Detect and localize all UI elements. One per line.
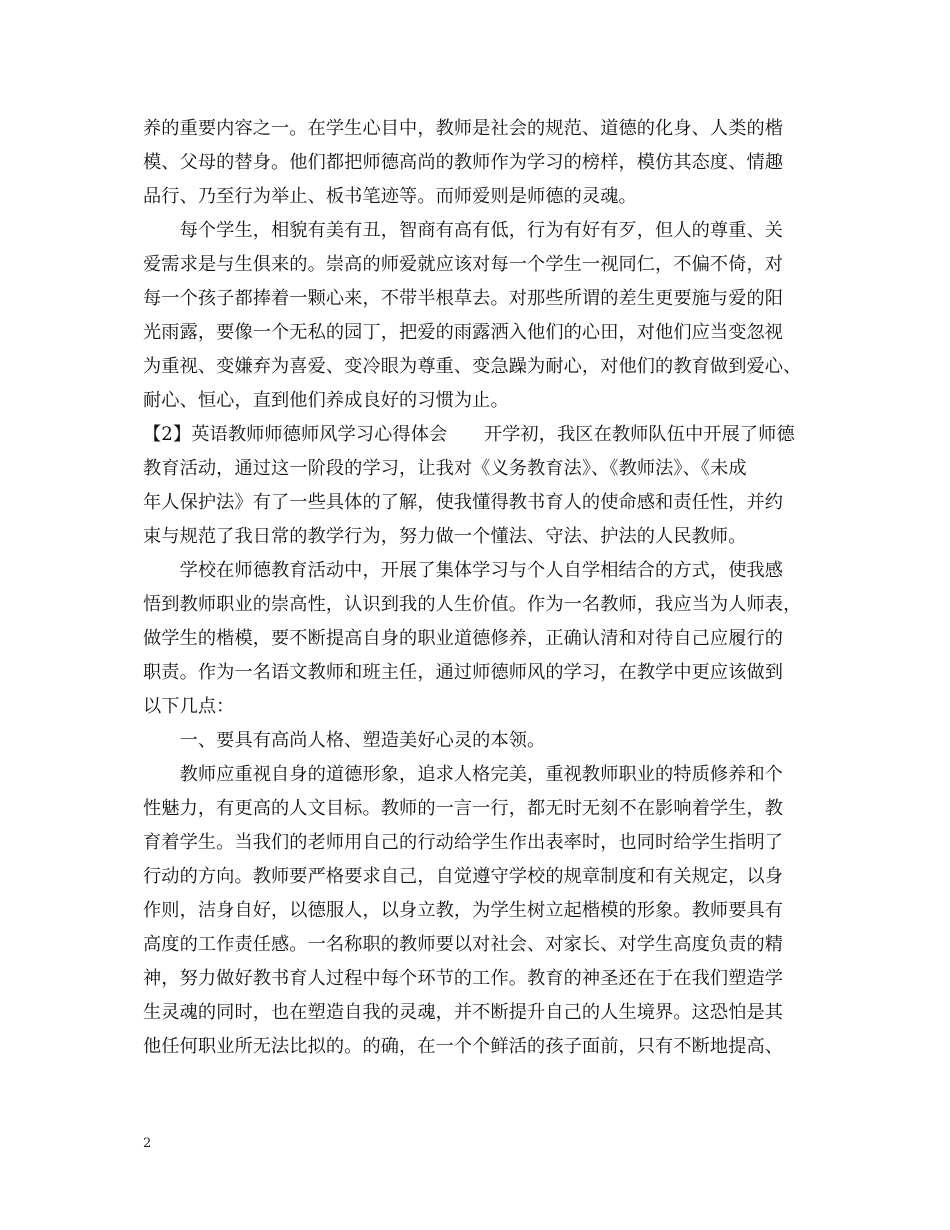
text-line: 养的重要内容之一。在学生心目中，教师是社会的规范、道德的化身、人类的楷 [143, 118, 784, 139]
text-line: 行动的方向。教师要严格要求自己，自觉遵守学校的规章制度和有关规定，以身 [143, 866, 784, 887]
section-heading-line: 【2】英语教师师德师风学习心得体会 开学初，我区在教师队伍中开展了师德 [143, 424, 795, 445]
text-line: 每一个孩子都捧着一颗心来，不带半根草去。对那些所谓的差生更要施与爱的阳 [143, 288, 784, 309]
text-line: 年人保护法》有了一些具体的了解，使我懂得教书育人的使命感和责任性，并约 [143, 492, 784, 513]
text-line: 生灵魂的同时，也在塑造自我的灵魂，并不断提升自己的人生境界。这恐怕是其 [143, 1002, 784, 1023]
text-line: 为重视、变嫌弃为喜爱、变冷眼为尊重、变急躁为耐心，对他们的教育做到爱心、 [143, 356, 802, 377]
text-line: 光雨露，要像一个无私的园丁，把爱的雨露洒入他们的心田，对他们应当变忽视 [143, 322, 784, 343]
text-line: 神，努力做好教书育人过程中每个环节的工作。教育的神圣还在于在我们塑造学 [143, 968, 784, 989]
text-line: 爱需求是与生俱来的。崇高的师爱就应该对每一个学生一视同仁，不偏不倚，对 [143, 254, 784, 275]
text-line: 品行、乃至行为举止、板书笔迹等。而师爱则是师德的灵魂。 [143, 186, 637, 207]
text-line: 以下几点： [143, 696, 235, 717]
text-line: 教师应重视自身的道德形象，追求人格完美，重视教师职业的特质修养和个 [143, 764, 784, 785]
text-line: 每个学生，相貌有美有丑，智商有高有低，行为有好有歹，但人的尊重、关 [143, 220, 784, 241]
text-line: 性魅力，有更高的人文目标。教师的一言一行，都无时无刻不在影响着学生，教 [143, 798, 784, 819]
text-line: 育着学生。当我们的老师用自己的行动给学生作出表率时，也同时给学生指明了 [143, 832, 784, 853]
text-line: 做学生的楷模，要不断提高自身的职业道德修养，正确认清和对待自己应履行的 [143, 628, 784, 649]
text-line: 职责。作为一名语文教师和班主任，通过师德师风的学习，在教学中更应该做到 [143, 662, 784, 683]
text-line: 耐心、恒心，直到他们养成良好的习惯为止。 [143, 390, 509, 411]
page-number: 2 [143, 1136, 152, 1151]
text-line: 他任何职业所无法比拟的。的确，在一个个鲜活的孩子面前，只有不断地提高、 [143, 1036, 784, 1057]
text-line: 模、父母的替身。他们都把师德高尚的教师作为学习的榜样，模仿其态度、情趣 [143, 152, 784, 173]
subheading-line: 一、要具有高尚人格、塑造美好心灵的本领。 [143, 730, 546, 751]
text-line: 束与规范了我日常的教学行为，努力做一个懂法、守法、护法的人民教师。 [143, 526, 747, 547]
text-line: 学校在师德教育活动中，开展了集体学习与个人自学相结合的方式，使我感 [143, 560, 784, 581]
text-line: 作则，洁身自好，以德服人，以身立教，为学生树立起楷模的形象。教师要具有 [143, 900, 784, 921]
text-line: 教育活动，通过这一阶段的学习，让我对《义务教育法》、《教师法》、《未成 [143, 458, 747, 479]
text-line: 高度的工作责任感。一名称职的教师要以对社会、对家长、对学生高度负责的精 [143, 934, 784, 955]
text-line: 悟到教师职业的崇高性，认识到我的人生价值。作为一名教师，我应当为人师表， [143, 594, 802, 615]
